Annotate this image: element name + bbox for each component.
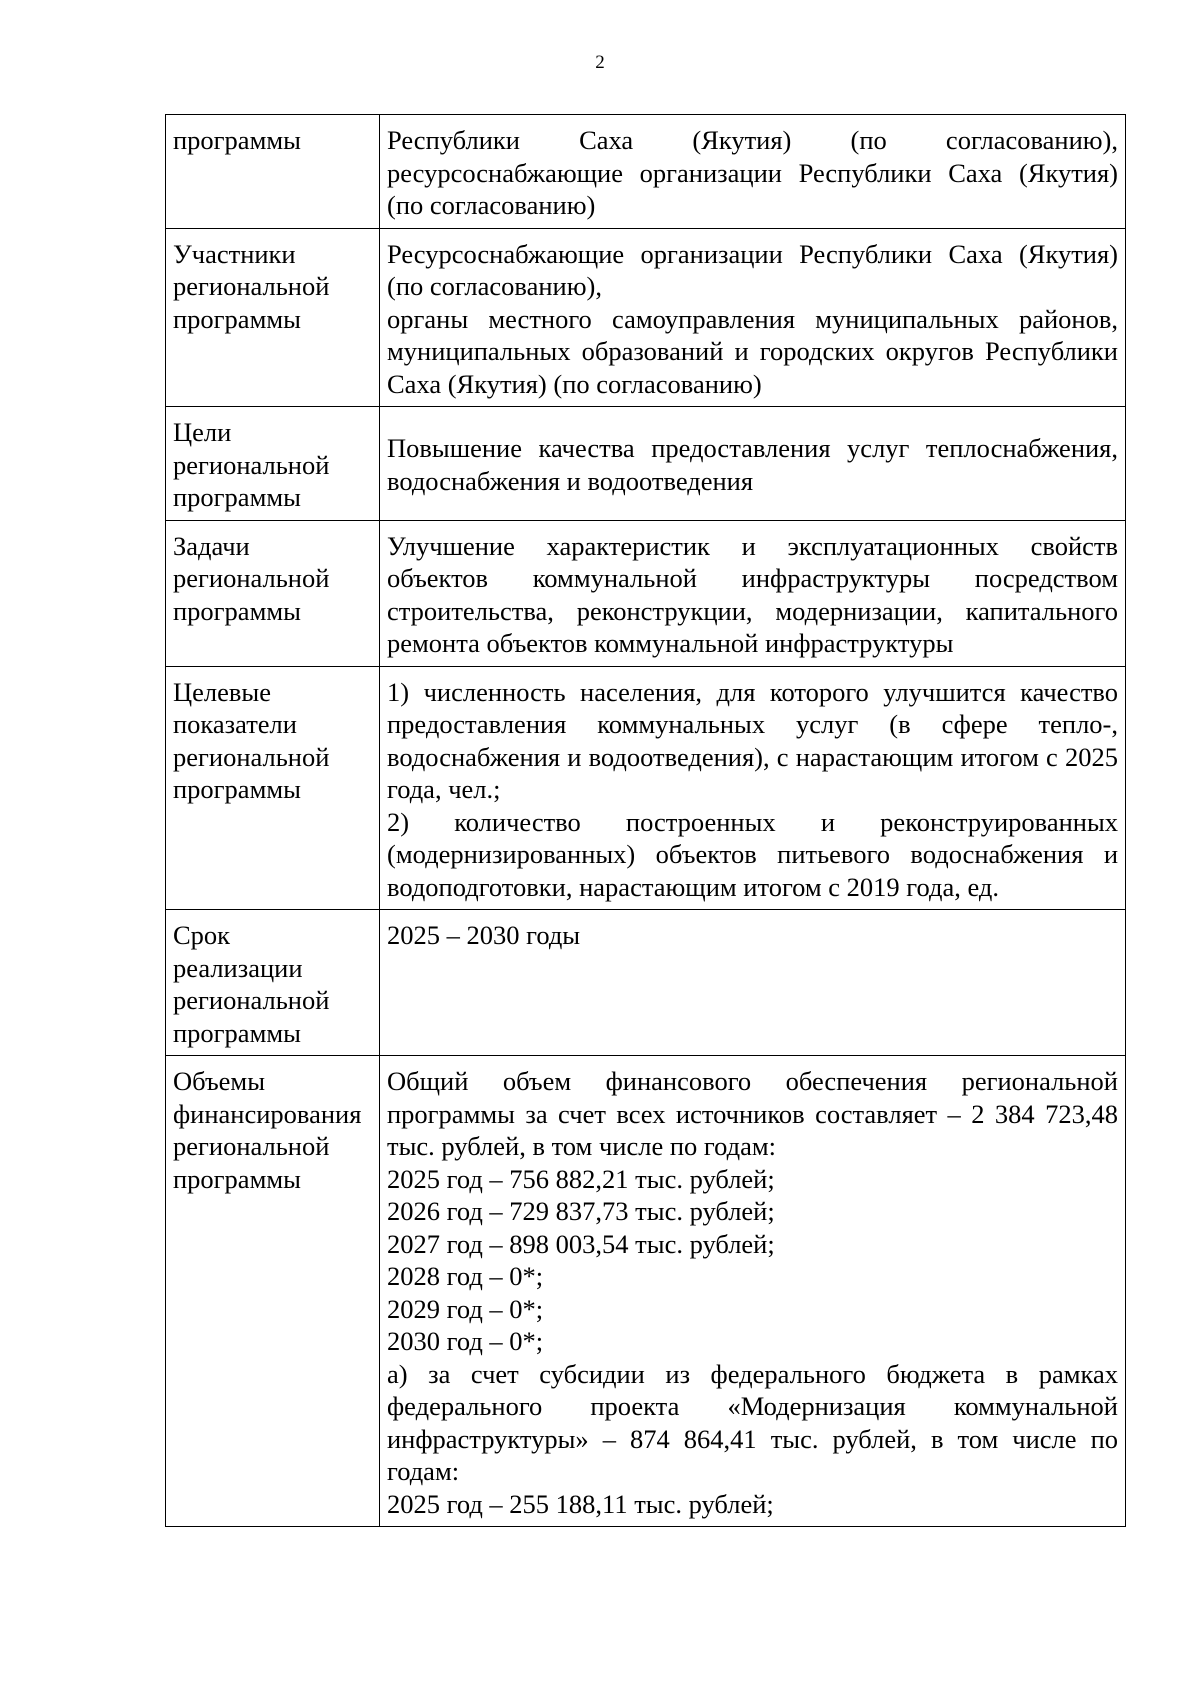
page-number: 2 <box>595 52 605 73</box>
row-label-line: программы <box>173 482 301 512</box>
row-content-paragraph: 2026 год – 729 837,73 тыс. рублей; <box>387 1196 775 1226</box>
table-row <box>166 520 1126 666</box>
row-content-paragraph: Общий объем финансового обеспечения региональной программы за счет всех источников составляет – 2 384 723,48 тыс. рублей, в том числе по годам: <box>387 1066 1118 1161</box>
row-label-line: показатели <box>173 709 297 739</box>
row-label-line: программы <box>173 125 301 155</box>
row-label-cell <box>166 228 380 407</box>
row-content-paragraph: 1) численность населения, для которого улучшится качество предоставления коммунальных услуг (в сфере тепло-, водоснабжения и водоотведения), с нарастающим итогом с 2025 года, чел.; <box>387 676 1118 804</box>
row-content-cell <box>380 1056 1126 1527</box>
row-content-cell <box>380 407 1126 521</box>
row-content-cell <box>380 910 1126 1056</box>
row-label-cell <box>166 520 380 666</box>
table-row <box>166 1056 1126 1527</box>
row-content-paragraph: 2030 год – 0*; <box>387 1326 544 1356</box>
table-body <box>166 115 1126 1527</box>
row-label-line: программы <box>173 595 301 626</box>
row-content-cell <box>380 520 1126 666</box>
row-content-paragraph: 2028 год – 0*; <box>387 1261 544 1291</box>
row-content-paragraph: 2027 год – 898 003,54 тыс. рублей; <box>387 1228 775 1259</box>
table-row <box>166 228 1126 407</box>
row-label-cell <box>166 407 380 521</box>
row-label-cell <box>166 666 380 910</box>
row-label-line: региональной <box>173 449 330 480</box>
row-label-line: программы <box>173 1163 301 1194</box>
row-content-paragraph: органы местного самоуправления муниципальных районов, муниципальных образований и городских округов Республики Саха (Якутия) (по согласованию) <box>387 303 1118 399</box>
row-content-cell <box>380 666 1126 910</box>
row-content-paragraph: Ресурсоснабжающие организации Республики Саха (Якутия) (по согласованию), <box>387 238 1118 301</box>
row-content-paragraph: 2) количество построенных и реконструированных (модернизированных) объектов питьевого водоснабжения и водоподготовки, нарастающим итогом с 2019 года, ед. <box>387 806 1118 902</box>
row-label-line: региональной <box>173 985 330 1015</box>
table-row <box>166 115 1126 229</box>
table-row <box>166 910 1126 1056</box>
row-content-paragraph: 2025 год – 255 188,11 тыс. рублей; <box>387 1488 774 1519</box>
row-content-cell <box>380 115 1126 229</box>
table-row <box>166 407 1126 521</box>
row-label-line: Цели <box>173 417 232 447</box>
table-row <box>166 666 1126 910</box>
row-label-line: программы <box>173 774 301 804</box>
row-content-paragraph: Повышение качества предоставления услуг теплоснабжения, водоснабжения и водоотведения <box>387 433 1118 496</box>
row-content-paragraph: 2029 год – 0*; <box>387 1293 544 1324</box>
row-label-cell <box>166 115 380 229</box>
row-label-line: Задачи <box>173 530 250 561</box>
row-content-paragraph: Республики Саха (Якутия) (по согласованию), ресурсоснабжающие организации Республики Саха (Якутия) (по согласованию) <box>387 125 1118 220</box>
row-label-line: Срок <box>173 920 231 950</box>
row-content-paragraph: 2025 – 2030 годы <box>387 920 581 950</box>
row-label-line: Целевые <box>173 676 271 707</box>
row-label-line: программы <box>173 303 301 334</box>
row-label-line: финансирования <box>173 1098 362 1129</box>
row-label-line: региональной <box>173 563 330 593</box>
row-label-line: реализации <box>173 952 303 983</box>
row-label-cell <box>166 1056 380 1527</box>
row-label-line: региональной <box>173 271 330 301</box>
row-label-cell <box>166 910 380 1056</box>
row-label-line: региональной <box>173 741 330 772</box>
row-content-cell <box>380 228 1126 407</box>
row-label-line: региональной <box>173 1131 330 1161</box>
row-label-line: программы <box>173 1017 301 1048</box>
row-content-paragraph: Улучшение характеристик и эксплуатационных свойств объектов коммунальной инфраструктуры посредством строительства, реконструкции, модернизации, капитального ремонта объектов коммунальной инфраструктуры <box>387 530 1118 658</box>
row-content-paragraph: 2025 год – 756 882,21 тыс. рублей; <box>387 1163 775 1194</box>
row-label-line: Участники <box>173 238 296 269</box>
row-content-paragraph: а) за счет субсидии из федерального бюджета в рамках федерального проекта «Модернизация коммунальной инфраструктуры» – 874 864,41 тыс. рублей, в том числе по годам: <box>387 1358 1118 1486</box>
row-label-line: Объемы <box>173 1066 265 1096</box>
program-passport-table <box>165 114 1126 1527</box>
